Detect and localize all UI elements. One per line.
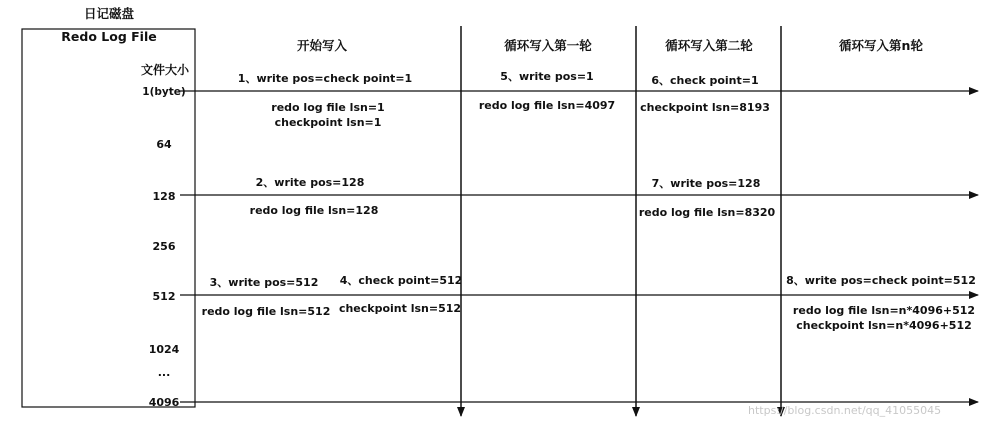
note-8-line-2: checkpoint lsn=n*4096+512 (796, 319, 972, 332)
size-header: 文件大小 (141, 63, 190, 77)
size-label-256: 256 (152, 240, 176, 253)
note-6-line-1: checkpoint lsn=8193 (640, 101, 770, 114)
size-label-512: 512 (152, 290, 176, 303)
note-7-title: 7、write pos=128 (651, 177, 761, 190)
note-7-line-1: redo log file lsn=8320 (638, 206, 776, 219)
size-label-1: 1(byte) (142, 86, 186, 98)
note-2-title: 2、write pos=128 (255, 176, 365, 189)
watermark: https://blog.csdn.net/qq_41055045 (748, 404, 942, 417)
column-header-round-2: 循环写入第二轮 (665, 38, 753, 53)
note-1-line-1: redo log file lsn=1 (271, 101, 385, 114)
column-header-round-1: 循环写入第一轮 (504, 38, 592, 53)
note-4-line-1: checkpoint lsn=512 (338, 302, 462, 315)
note-1-title: 1、write pos=check point=1 (237, 72, 413, 85)
column-header-round-n: 循环写入第n轮 (839, 38, 923, 53)
note-6-title: 6、check point=1 (651, 74, 759, 87)
note-1-line-2: checkpoint lsn=1 (274, 116, 382, 129)
size-label-4096: 4096 (148, 396, 180, 409)
size-label-1024: 1024 (148, 343, 180, 356)
size-label-128: 128 (152, 190, 176, 203)
note-3-line-1: redo log file lsn=512 (201, 305, 331, 318)
note-2-line-1: redo log file lsn=128 (249, 204, 379, 217)
note-5-title: 5、write pos=1 (500, 70, 594, 83)
note-3-title: 3、write pos=512 (209, 276, 319, 289)
note-5-line-1: redo log file lsn=4097 (478, 99, 616, 112)
size-label-64: 64 (156, 138, 172, 151)
file-name: Redo Log File (61, 29, 157, 44)
disk-title: 日记磁盘 (83, 6, 135, 21)
column-header-start: 开始写入 (296, 38, 348, 53)
note-4-title: 4、check point=512 (339, 274, 463, 287)
note-8-line-1: redo log file lsn=n*4096+512 (792, 304, 976, 317)
size-label-ellipsis: ... (157, 366, 171, 379)
note-8-title: 8、write pos=check point=512 (786, 274, 976, 287)
